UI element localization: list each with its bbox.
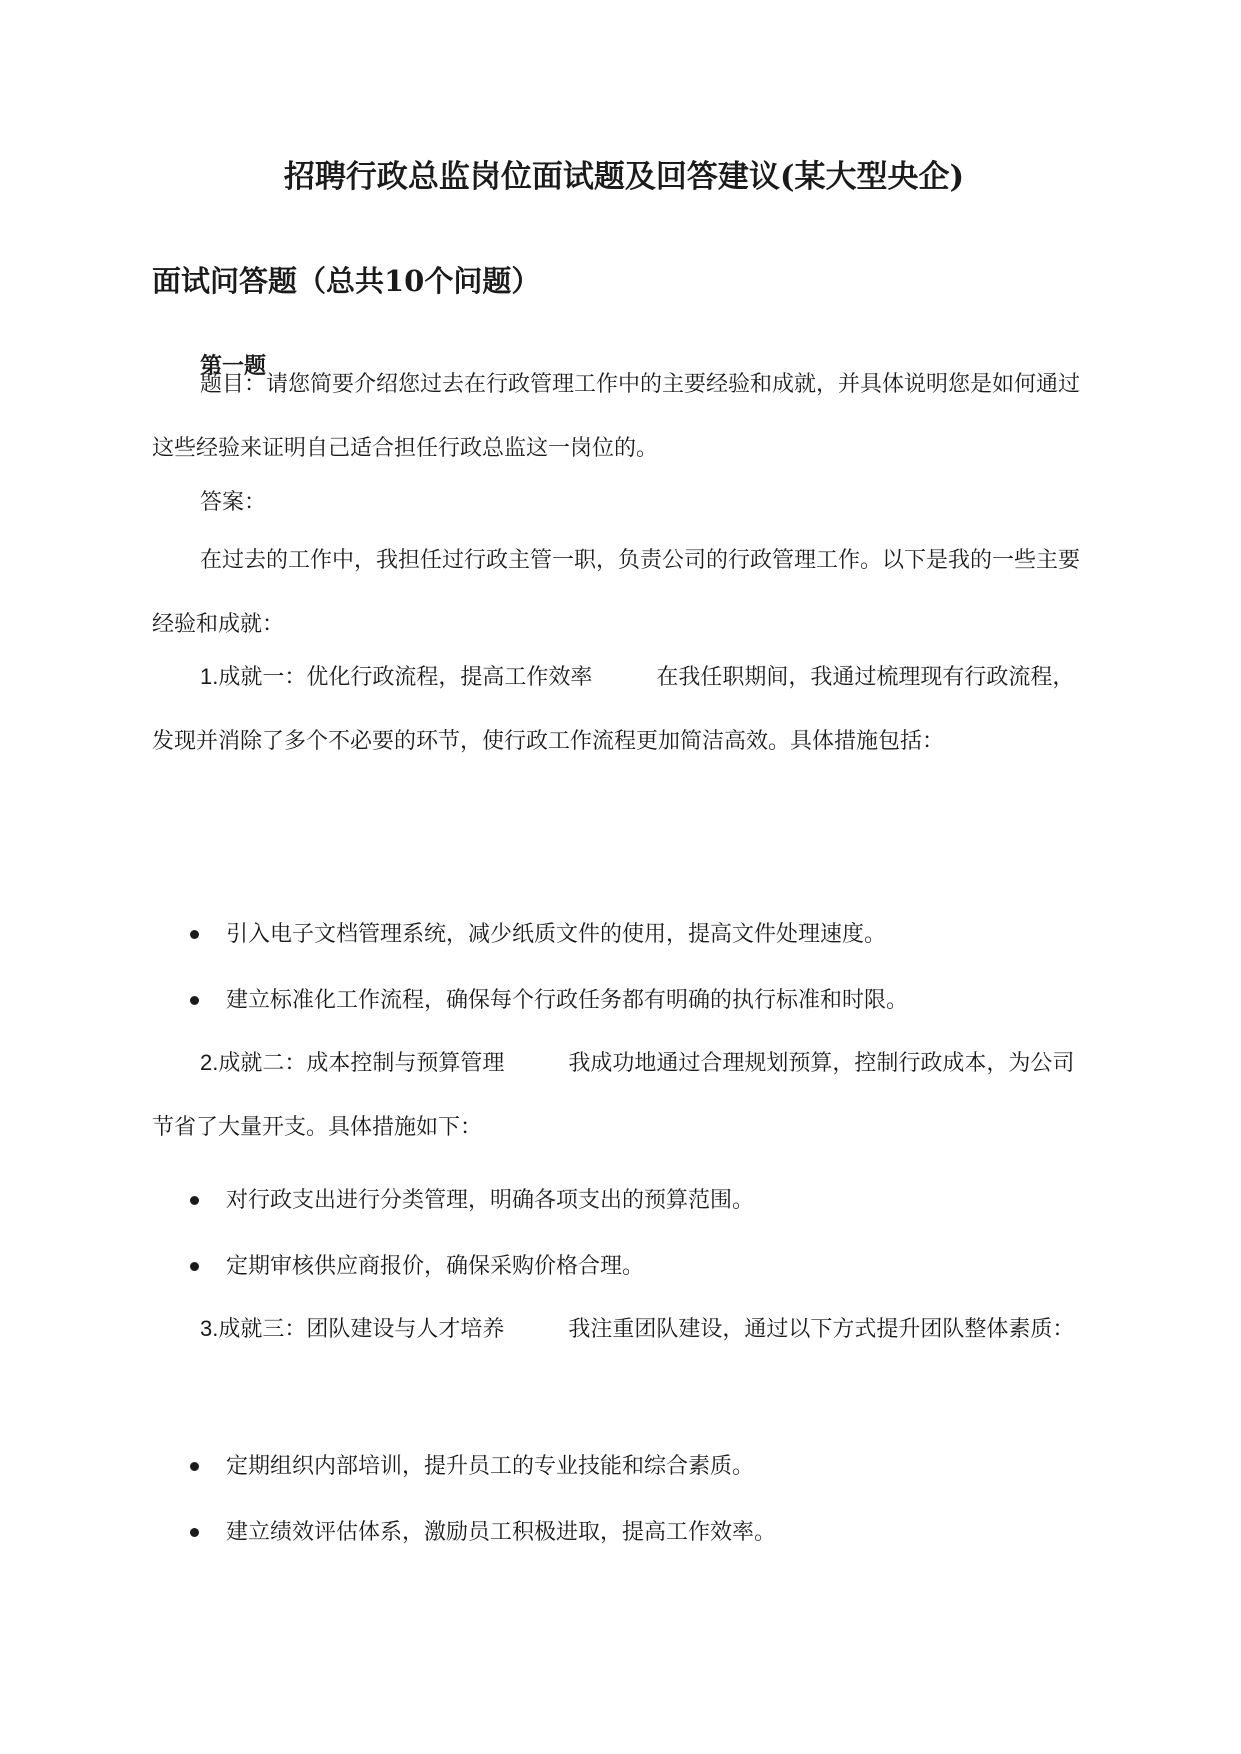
achievement-paragraph: [152, 645, 1096, 774]
list-item-text: 引入电子文档管理系统，减少纸质文件的使用，提高文件处理速度。: [226, 922, 887, 947]
achievement-paragraph: [152, 1031, 1096, 1160]
question-label: 第一题: [200, 353, 267, 379]
bullet-icon: [190, 1262, 199, 1271]
bullet-icon: [190, 930, 199, 939]
achievement-description: 我成功地通过合理规划预算，控制行政成本，为公司节省了大量开支。具体措施如下：: [152, 1051, 1075, 1140]
list-item-text: 建立标准化工作流程，确保每个行政任务都有明确的执行标准和时限。: [226, 988, 909, 1013]
bullet-icon: [190, 1462, 199, 1471]
bullet-icon: [190, 1528, 199, 1537]
question-text: 题目：请您简要介绍您过去在行政管理工作中的主要经验和成就，并具体说明您是如何通过这些经验来证明自己适合担任行政总监这一岗位的。: [152, 372, 1081, 461]
bullet-icon: [190, 1196, 199, 1205]
document-title: 招聘行政总监岗位面试题及回答建议(某大型央企): [283, 159, 965, 195]
answer-label: 答案：: [200, 490, 267, 515]
list-item-text: 对行政支出进行分类管理，明确各项支出的预算范围。: [226, 1188, 755, 1213]
list-item-text: 定期组织内部培训，提升员工的专业技能和综合素质。: [226, 1454, 755, 1479]
bullet-icon: [190, 996, 199, 1005]
list-item-text: 定期审核供应商报价，确保采购价格合理。: [226, 1254, 645, 1279]
section-heading: 面试问答题（总共10个问题）: [152, 264, 541, 298]
list-item-text: 建立绩效评估体系，激励员工积极进取，提高工作效率。: [226, 1520, 777, 1545]
achievement-heading: 成就一：优化行政流程，提高工作效率: [218, 665, 593, 690]
achievement-description: 我注重团队建设，通过以下方式提升团队整体素质：: [568, 1317, 1075, 1342]
achievement-description: 在我任职期间，我通过梳理现有行政流程，发现并消除了多个不必要的环节，使行政工作流程更加简洁高效。具体措施包括：: [152, 665, 1075, 754]
answer-intro: 在过去的工作中，我担任过行政主管一职，负责公司的行政管理工作。以下是我的一些主要经验和成就：: [152, 548, 1081, 637]
achievement-number: 1.: [200, 664, 219, 689]
achievement-number: 2.: [200, 1050, 219, 1075]
achievement-paragraph: [152, 1297, 1096, 1362]
achievement-heading: 成就三：团队建设与人才培养: [218, 1317, 505, 1342]
achievement-heading: 成就二：成本控制与预算管理: [218, 1051, 505, 1076]
achievement-number: 3.: [200, 1316, 219, 1341]
